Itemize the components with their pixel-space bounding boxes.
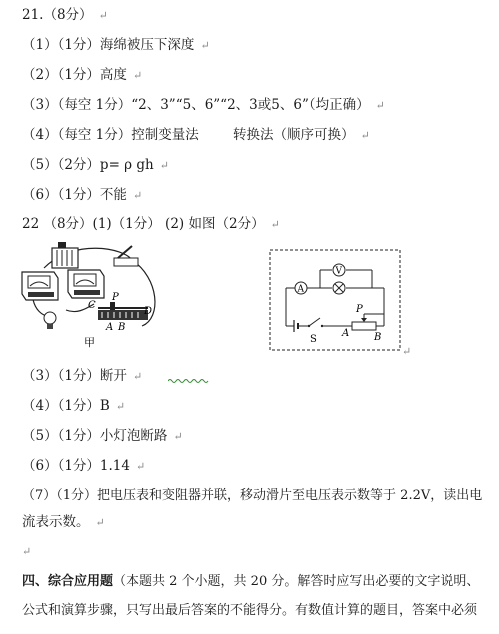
q21-item-2: （2）（1分）高度 ↵	[22, 67, 143, 83]
rheostat	[98, 302, 148, 320]
figure-label-jia: 甲	[84, 336, 95, 349]
q21-item-4: （4）（每空 1分）控制变量法 转换法（顺序可换） ↵	[22, 127, 370, 143]
slider-label: P	[356, 304, 363, 315]
q22-item-6: （6）（1分）1.14 ↵	[22, 458, 146, 474]
q22-header: 22 （8分）(1)（1分） (2) 如图（2分） ↵	[22, 216, 280, 232]
switch-label: S	[310, 334, 317, 345]
q21-header: 21.（8分） ↵	[22, 7, 108, 23]
q21-item-6: （6）（1分）不能 ↵	[22, 187, 143, 203]
q22-item-7: （7）（1分）把电压表和变阻器并联，移动滑片至电压表示数等于 2.2V，读出电	[22, 488, 483, 503]
end-a-label: A	[342, 328, 350, 339]
switch-symbol-icon	[309, 318, 320, 326]
switch-device	[114, 246, 138, 266]
q21-item-3: （3）（每空 1分）“2、3”“5、6”“2、3或5、6”（均正确） ↵	[22, 97, 385, 113]
label-b: B	[118, 322, 126, 333]
section4-line2: 公式和演算步骤，只写出最后答案的不能得分。有数值计算的题目，答案中必须	[22, 603, 478, 618]
apparatus-figure	[14, 238, 164, 350]
q22-item-3: （3）（1分）断开 ↵	[22, 368, 143, 384]
section4-title: 四、综合应用题	[22, 574, 114, 589]
battery-pack	[52, 242, 78, 268]
q22-item-5: （5）（1分）小灯泡断路 ↵	[22, 428, 183, 444]
spellcheck-squiggle	[168, 378, 210, 384]
circuit-diagram	[266, 248, 406, 356]
rheostat-symbol	[352, 322, 376, 330]
q21-item-1: （1）（1分）海绵被压下深度 ↵	[22, 37, 210, 53]
q22-item-7-cont: 流表示数。 ↵	[22, 514, 105, 530]
meter-left	[22, 272, 58, 300]
ammeter-label: A	[297, 284, 304, 295]
q21-item-5: （5）（2分）p= ρ gh ↵	[22, 157, 169, 173]
label-d: D	[144, 306, 153, 317]
label-a: A	[106, 322, 114, 333]
figure-paragraph-mark: ↵	[402, 345, 412, 358]
slider-arrow-icon	[361, 318, 367, 322]
voltmeter-label: V	[335, 266, 342, 277]
bulb-symbol-icon	[333, 282, 345, 294]
q22-item-4: （4）（1分）B ↵	[22, 398, 126, 414]
label-p: P	[112, 292, 119, 303]
bulb-icon	[44, 312, 56, 329]
blank-paragraph: ↵	[22, 545, 32, 558]
label-c: C	[88, 300, 96, 311]
meter-right	[68, 270, 104, 298]
section4-heading: 四、综合应用题（本题共 2 个小题，共 20 分。解答时应写出必要的文字说明、	[22, 574, 480, 589]
end-b-label: B	[374, 332, 382, 343]
